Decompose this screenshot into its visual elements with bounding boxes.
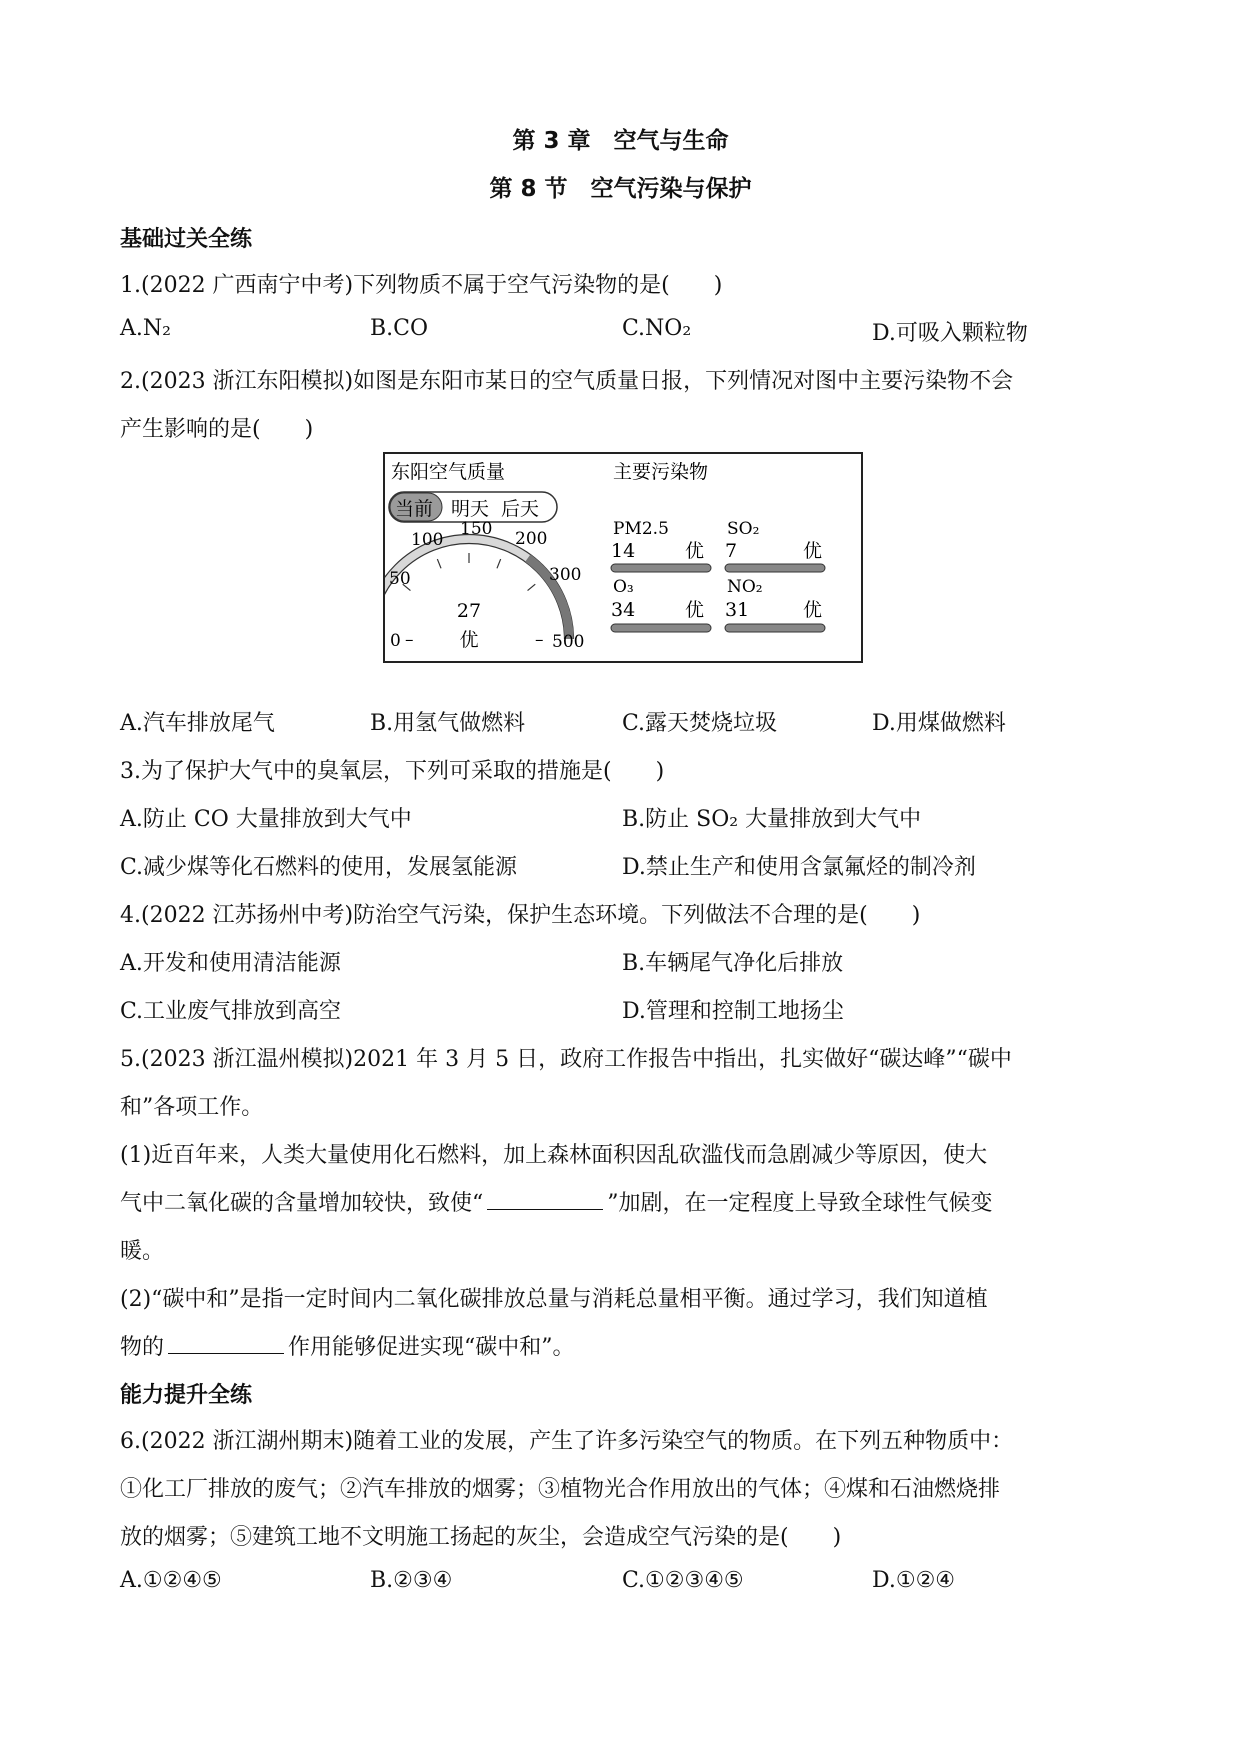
pollutant-pm25-value: 14 — [611, 540, 636, 562]
q6-stem-line1: 6.(2022 浙江湖州期末)随着工业的发展，产生了许多污染空气的物质。在下列五种物质中： — [120, 1429, 1014, 1454]
section-title: 第 8 节 空气污染与保护 — [489, 176, 752, 202]
pollutant-no2-level: 优 — [803, 599, 823, 621]
q3-stem: 3.为了保护大气中的臭氧层，下列可采取的措施是( ) — [120, 759, 665, 784]
q2-stem-line1: 2.(2023 浙江东阳模拟)如图是东阳市某日的空气质量日报，下列情况对图中主要污染物不会 — [120, 369, 1014, 394]
q1-option-b: B.CO — [370, 316, 429, 341]
gauge-track — [385, 539, 569, 639]
air-quality-figure — [383, 452, 863, 663]
part-advanced-heading: 能力提升全练 — [120, 1383, 253, 1408]
pollutant-o3-bar — [611, 624, 711, 632]
pollutant-pm25 — [611, 519, 711, 572]
q2-option-b: B.用氢气做燃料 — [370, 711, 526, 736]
q5-part2-line2 — [120, 1330, 575, 1361]
gauge-tick-mark-3 — [497, 559, 501, 568]
q5-part1-line1: (1)近百年来，人类大量使用化石燃料，加上森林面积因乱砍滥伐而急剧减少等原因，使大 — [120, 1143, 988, 1168]
pollutant-pm25-level: 优 — [685, 540, 705, 562]
q6-option-b: B.②③④ — [370, 1568, 453, 1593]
q6-option-c: C.①②③④⑤ — [622, 1568, 744, 1593]
gauge-tick-500: 500 — [552, 632, 585, 652]
q5-part1-line2-a: 气中二氧化碳的含量增加较快，致使“ — [120, 1191, 484, 1216]
gauge-tick-50: 50 — [389, 569, 411, 589]
q5-part1-line2-b: ”加剧，在一定程度上导致全球性气候变 — [607, 1191, 993, 1216]
q5-part1-line2 — [120, 1186, 993, 1217]
pollutant-no2-bar — [725, 624, 825, 632]
gauge-edge-outer — [385, 535, 574, 639]
pollutant-so2-level: 优 — [803, 540, 823, 562]
pollutant-pm25-name: PM2.5 — [613, 519, 669, 539]
pollutant-so2 — [725, 519, 825, 572]
q6-stem-line2: ①化工厂排放的废气；②汽车排放的烟雾；③植物光合作用放出的气体；④煤和石油燃烧排 — [120, 1477, 1001, 1502]
tab-current-label: 当前 — [395, 498, 434, 520]
aqi-gauge — [385, 535, 574, 639]
q4-option-a: A.开发和使用清洁能源 — [120, 951, 341, 976]
gauge-tick-150: 150 — [460, 519, 493, 539]
q6-option-d: D.①②④ — [872, 1568, 956, 1593]
q1-option-a: A.N₂ — [120, 316, 171, 341]
q3-option-c: C.减少煤等化石燃料的使用，发展氢能源 — [120, 855, 518, 880]
aq-pollutant-header: 主要污染物 — [613, 461, 709, 483]
q2-option-d: D.用煤做燃料 — [872, 711, 1006, 736]
q4-option-d: D.管理和控制工地扬尘 — [622, 999, 844, 1024]
pollutant-so2-value: 7 — [725, 540, 738, 562]
pollutant-no2 — [725, 577, 825, 632]
chapter-title: 第 3 章 空气与生命 — [512, 128, 729, 154]
q5-part2-line2-b: 作用能够促进实现“碳中和”。 — [288, 1335, 575, 1360]
q5-part2-line2-a: 物的 — [120, 1335, 165, 1360]
pollutant-o3-name: O₃ — [613, 577, 634, 597]
q5-stem-line1: 5.(2023 浙江温州模拟)2021 年 3 月 5 日，政府工作报告中指出，扎实做好“碳达峰”“碳中 — [120, 1047, 1012, 1072]
tab-tomorrow[interactable]: 明天 — [451, 498, 490, 520]
q2-option-c: C.露天焚烧垃圾 — [622, 711, 778, 736]
gauge-tick-mark-1 — [437, 559, 441, 568]
gauge-level: 优 — [459, 629, 479, 651]
gauge-max-sign: – — [535, 630, 544, 650]
q3-option-a: A.防止 CO 大量排放到大气中 — [120, 807, 412, 832]
q5-part2-line1: (2)“碳中和”是指一定时间内二氧化碳排放总量与消耗总量相平衡。通过学习，我们知道植 — [120, 1287, 988, 1312]
air-quality-svg — [385, 454, 861, 661]
gauge-tick-0: 0 — [390, 631, 401, 651]
gauge-tick-100: 100 — [411, 530, 444, 550]
gauge-tick-300: 300 — [549, 565, 582, 585]
q5-part1-line3: 暖。 — [120, 1239, 165, 1264]
q5-blank-2[interactable] — [168, 1335, 284, 1354]
q6-stem-line3: 放的烟雾；⑤建筑工地不文明施工扬起的灰尘，会造成空气污染的是( ) — [120, 1525, 842, 1550]
pollutant-o3-value: 34 — [611, 599, 636, 621]
pollutant-o3-level: 优 — [685, 599, 705, 621]
q3-option-d: D.禁止生产和使用含氯氟烃的制冷剂 — [622, 855, 976, 880]
q2-option-a: A.汽车排放尾气 — [120, 711, 275, 736]
q4-stem: 4.(2022 江苏扬州中考)防治空气污染，保护生态环境。下列做法不合理的是( ) — [120, 903, 921, 928]
q1-option-c: C.NO₂ — [622, 316, 692, 341]
tab-day-after[interactable]: 后天 — [501, 498, 540, 520]
aq-title: 东阳空气质量 — [391, 461, 506, 483]
q2-stem-line2: 产生影响的是( ) — [120, 417, 314, 442]
pollutant-no2-value: 31 — [725, 599, 750, 621]
gauge-tick-mark-4 — [528, 584, 536, 590]
gauge-value: 27 — [456, 600, 482, 622]
q3-option-b: B.防止 SO₂ 大量排放到大气中 — [622, 807, 922, 832]
q4-option-c: C.工业废气排放到高空 — [120, 999, 342, 1024]
pollutant-so2-bar — [725, 564, 825, 572]
gauge-min-sign: – — [405, 630, 414, 650]
q5-stem-line2: 和”各项工作。 — [120, 1095, 264, 1120]
pollutant-no2-name: NO₂ — [727, 577, 763, 597]
pollutant-pm25-bar — [611, 564, 711, 572]
q6-option-a: A.①②④⑤ — [120, 1568, 222, 1593]
q1-option-d: D.可吸入颗粒物 — [872, 321, 1028, 346]
q5-blank-1[interactable] — [487, 1191, 603, 1210]
pollutant-o3 — [611, 577, 711, 632]
part-basic-heading: 基础过关全练 — [120, 227, 253, 252]
gauge-tick-200: 200 — [515, 529, 548, 549]
pollutant-so2-name: SO₂ — [727, 519, 760, 539]
q1-stem: 1.(2022 广西南宁中考)下列物质不属于空气污染物的是( ) — [120, 273, 723, 298]
q4-option-b: B.车辆尾气净化后排放 — [622, 951, 844, 976]
